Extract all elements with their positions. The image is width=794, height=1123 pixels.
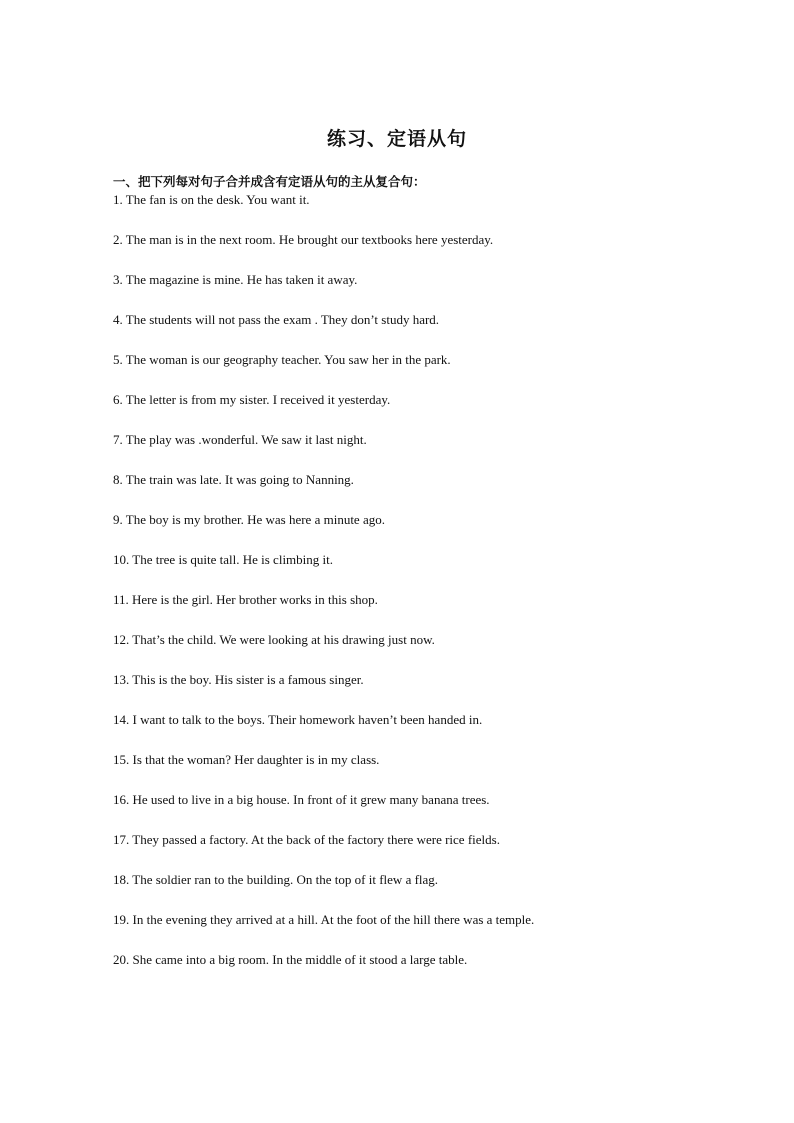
- exercise-item: 3. The magazine is mine. He has taken it away.: [113, 272, 358, 287]
- exercise-item: 18. The soldier ran to the building. On the top of it flew a flag.: [113, 872, 439, 887]
- exercise-item: 7. The play was .wonderful. We saw it last night.: [113, 432, 367, 447]
- page-title: 练习、定语从句: [326, 128, 467, 150]
- exercise-item: 9. The boy is my brother. He was here a minute ago.: [113, 512, 385, 527]
- exercise-list: [113, 191, 534, 991]
- exercise-item: 10. The tree is quite tall. He is climbing it.: [113, 552, 333, 567]
- exercise-item: 8. The train was late. It was going to Nanning.: [113, 472, 354, 487]
- exercise-item: 14. I want to talk to the boys. Their homework haven’t been handed in.: [113, 712, 483, 727]
- section-instruction: 一、把下列每对句子合并成含有定语从句的主从复合句：: [113, 174, 426, 189]
- exercise-item: 13. This is the boy. His sister is a famous singer.: [113, 672, 364, 687]
- exercise-item: 12. That’s the child. We were looking at his drawing just now.: [113, 632, 435, 647]
- exercise-item: 5. The woman is our geography teacher. You saw her in the park.: [113, 352, 451, 367]
- exercise-item: 1. The fan is on the desk. You want it.: [113, 192, 310, 207]
- exercise-item: 4. The students will not pass the exam . They don’t study hard.: [113, 312, 440, 327]
- exercise-item: 17. They passed a factory. At the back of the factory there were rice fields.: [113, 832, 500, 847]
- exercise-item: 6. The letter is from my sister. I received it yesterday.: [113, 392, 391, 407]
- exercise-item: 19. In the evening they arrived at a hill. At the foot of the hill there was a temple.: [113, 912, 535, 927]
- exercise-item: 20. She came into a big room. In the middle of it stood a large table.: [113, 952, 468, 967]
- exercise-item: 2. The man is in the next room. He brought our textbooks here yesterday.: [113, 232, 494, 247]
- exercise-item: 11. Here is the girl. Her brother works in this shop.: [113, 592, 378, 607]
- exercise-item: 15. Is that the woman? Her daughter is in my class.: [113, 752, 380, 767]
- exercise-item: 16. He used to live in a big house. In front of it grew many banana trees.: [113, 792, 490, 807]
